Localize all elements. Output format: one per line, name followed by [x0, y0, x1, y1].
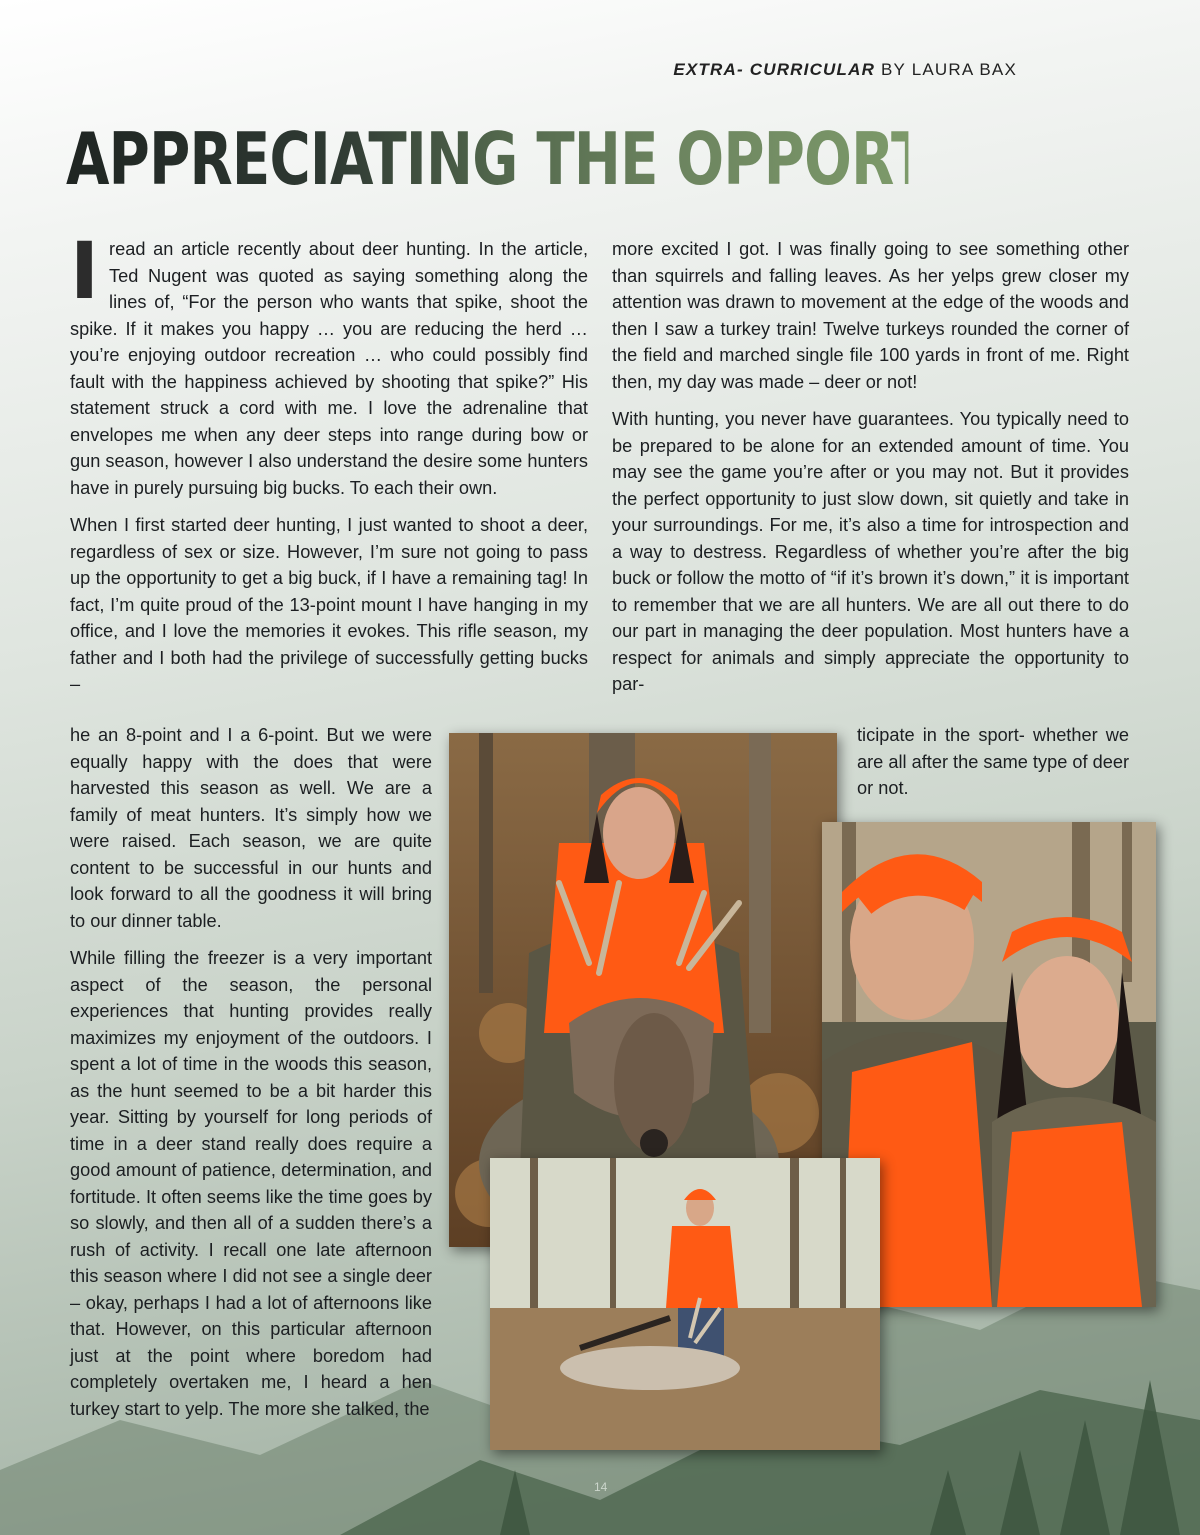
right-column: [612, 236, 1129, 698]
author-byline: BY LAURA BAX: [881, 60, 1017, 79]
paragraph-5: With hunting, you never have guarantees. You typically need to be prepared to be alone for an extended amount of time. You may see the game you’re after or you may not. But it provides the perfect opportunity to just slow down, sit quietly and take in your surroundings. For me, it’s also a time for introspection and a way to destress. Regardless of whether you’re after the big buck or follow the motto of “if it’s brown it’s down,” it is important to remember that we are all hunters. We are all out there to do our part in managing the deer population. Most hunters have a respect for animals and simply appreciate the opportunity to par-: [612, 409, 1129, 694]
right-column-tail: [857, 722, 1129, 813]
paragraph-3: While filling the freezer is a very important aspect of the season, the personal experiences that hunting provides really maximizes my enjoyment of the outdoors. I spent a lot of time in the woods this season, as the hunt seemed to be a bit harder this year. Sitting by yourself for long periods of time in a deer stand really does require a good amount of patience, determination, and fortitude. It often seems like the time goes by so slowly, and then all of a sudden there’s a rush of activity. I recall one late afternoon this season where I did not see a single deer – okay, perhaps I had a lot of afternoons like that. However, on this particular afternoon just at the point where boredom had completely overtaken me, I heard a hen turkey start to yelp. The more she talked, the: [70, 948, 432, 1419]
drop-cap: I: [70, 227, 100, 317]
paragraph-intro-text: read an article recently about deer hunting. In the article, Ted Nugent was quoted as saying something along the lines of, “For the person who wants that spike, shoot the spike. If it makes you happy … you are reducing the herd … you’re enjoying outdoor recreation … who could possibly find fault with the happiness achieved by shooting that spike?” His statement struck a cord with me. I love the adrenaline that envelopes me when any deer steps into range during bow or gun season, however I also understand the desire some hunters have in purely pursuing big bucks. To each their own.: [70, 239, 588, 498]
article-title: APPRECIATING THE OPPORTUNITY: [66, 110, 908, 208]
paragraph-5-end: ticipate in the sport- whether we are all after the same type of deer or not.: [857, 725, 1129, 798]
paragraph-4: more excited I got. I was finally going to see something other than squirrels and falling leaves. As her yelps grew closer my attention was drawn to movement at the edge of the woods and then I saw a turkey train! Twelve turkeys rounded the corner of the field and marched single file 100 yards in front of me. Right then, my day was made – deer or not!: [612, 239, 1129, 392]
left-column-narrow: [70, 722, 432, 1433]
left-column-top: [70, 227, 588, 709]
byline: [600, 60, 1017, 80]
page-number: 14: [594, 1480, 608, 1494]
photo-man-with-buck: [490, 1158, 880, 1450]
section-label: EXTRA- CURRICULAR: [673, 60, 876, 79]
paragraph-intro: [70, 227, 588, 501]
paragraph-2-start: When I first started deer hunting, I just wanted to shoot a deer, regardless of sex or size. However, I’m sure not going to pass up the opportunity to get a big buck, if I have a remaining tag! In fact, I’m quite proud of the 13-point mount I have hanging in my office, and I love the memories it evokes. This rifle season, my father and I both had the privilege of successfully getting bucks –: [70, 515, 588, 694]
paragraph-2-end: he an 8-point and I a 6-point. But we were equally happy with the does that were harvested this season as well. We are a family of meat hunters. It’s simply how we were raised. Each season, we are quite content to be successful in our hunts and look forward to all the goodness it will bring to our dinner table.: [70, 725, 432, 931]
